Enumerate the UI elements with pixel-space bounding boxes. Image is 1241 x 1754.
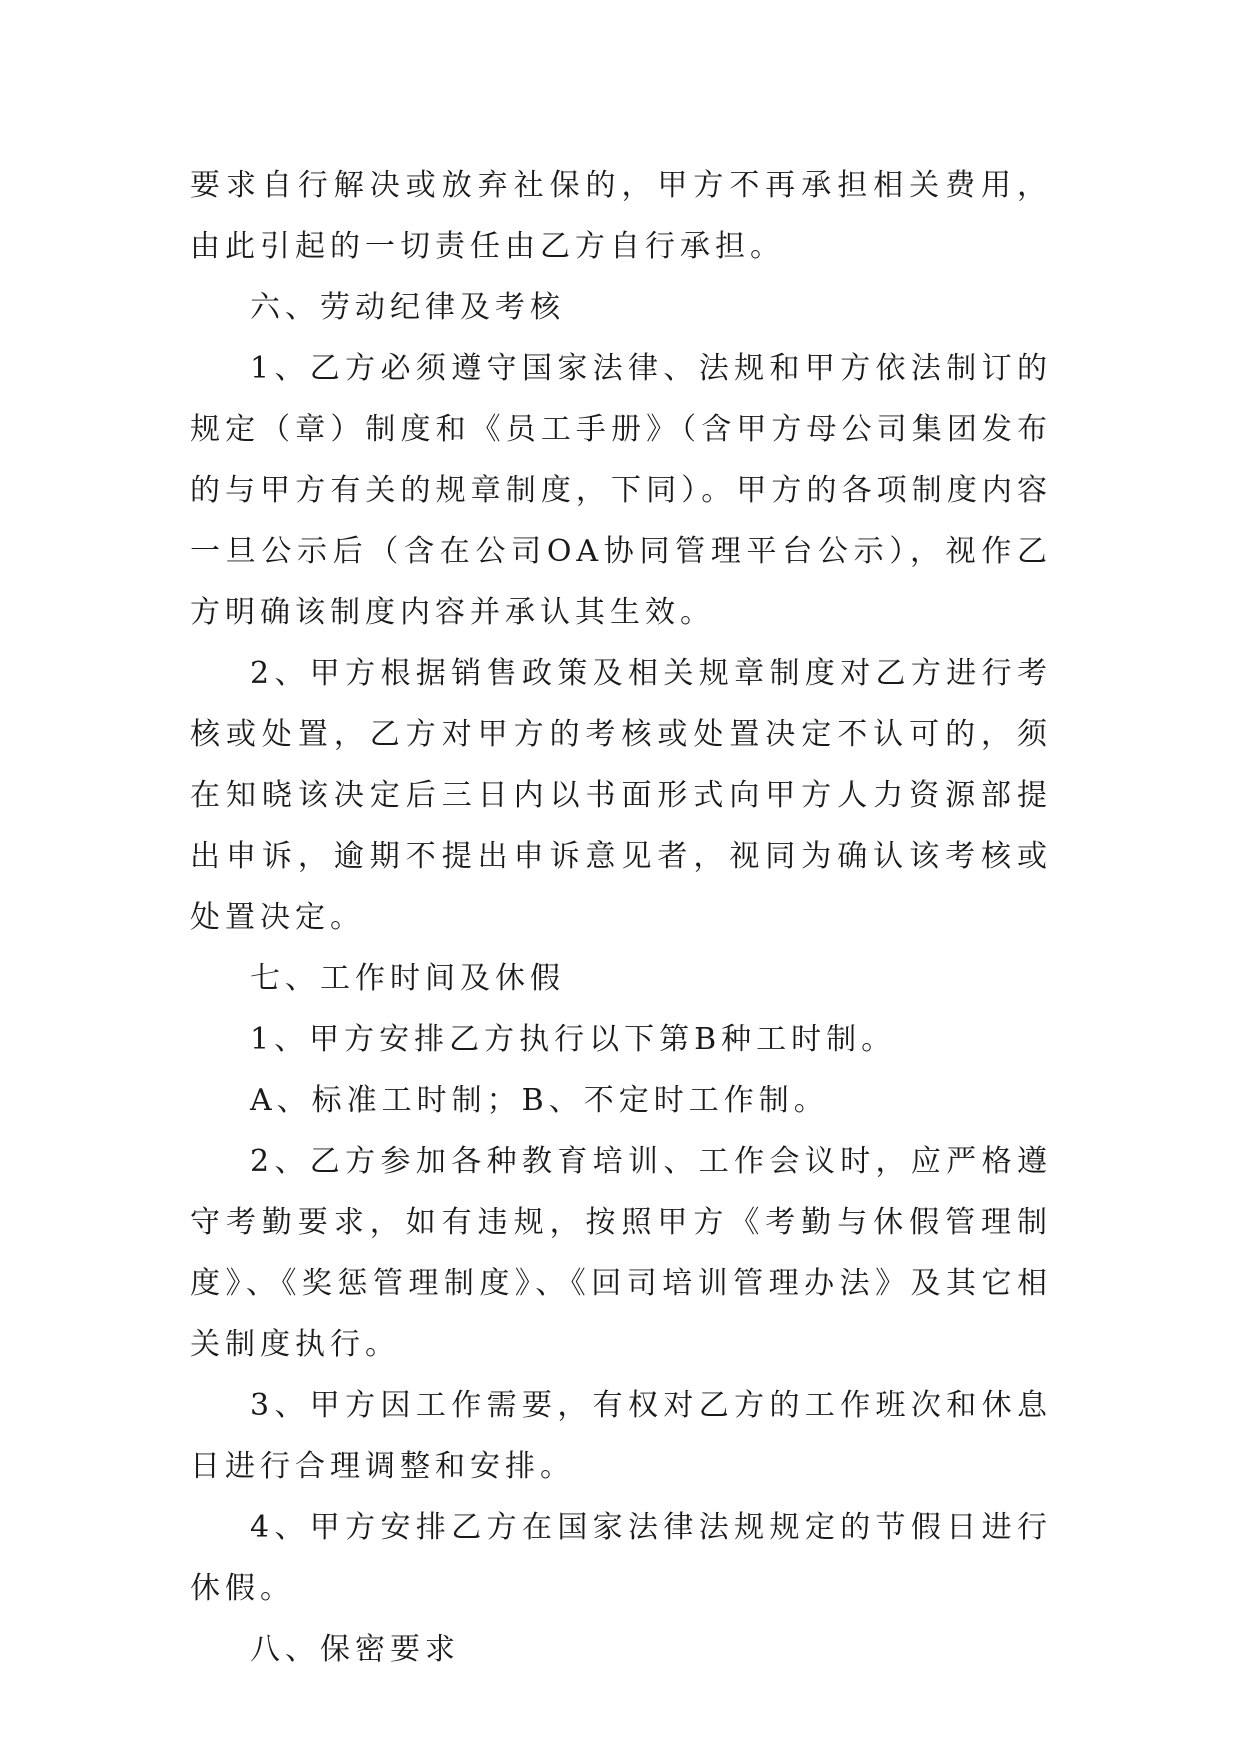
paragraph-hours-1: 1、甲方安排乙方执行以下第B种工时制。 (250, 1022, 897, 1057)
paragraph-social-insurance-continued: 要求自行解决或放弃社保的，甲方不再承担相关费用，由此引起的一切责任由乙方自行承担。 (190, 168, 1052, 264)
paragraph-hours-4: 4、甲方安排乙方在国家法律法规规定的节假日进行休假。 (190, 1510, 1052, 1606)
document-body (190, 155, 1052, 1680)
paragraph-hours-options: A、标准工时制；B、不定时工作制。 (250, 1083, 829, 1118)
section-heading-confidentiality: 八、保密要求 (250, 1632, 460, 1667)
paragraph-hours-2: 2、乙方参加各种教育培训、工作会议时，应严格遵守考勤要求，如有违规，按照甲方《考勤与休假管理制度》、《奖惩管理制度》、《回司培训管理办法》及其它相关制度执行。 (190, 1144, 1052, 1362)
paragraph-discipline-2: 2、甲方根据销售政策及相关规章制度对乙方进行考核或处置，乙方对甲方的考核或处置决定不认可的，须在知晓该决定后三日内以书面形式向甲方人力资源部提出申诉，逾期不提出申诉意见者，视同为确认该考核或处置决定。 (190, 656, 1052, 935)
section-heading-labor-discipline: 六、劳动纪律及考核 (250, 290, 565, 325)
paragraph-hours-3: 3、甲方因工作需要，有权对乙方的工作班次和休息日进行合理调整和安排。 (190, 1388, 1052, 1484)
paragraph-discipline-1: 1、乙方必须遵守国家法律、法规和甲方依法制订的规定（章）制度和《员工手册》（含甲方母公司集团发布的与甲方有关的规章制度，下同）。甲方的各项制度内容一旦公示后（含在公司OA协同管理平台公示），视作乙方明确该制度内容并承认其生效。 (190, 351, 1052, 630)
section-heading-working-hours: 七、工作时间及休假 (250, 961, 565, 996)
